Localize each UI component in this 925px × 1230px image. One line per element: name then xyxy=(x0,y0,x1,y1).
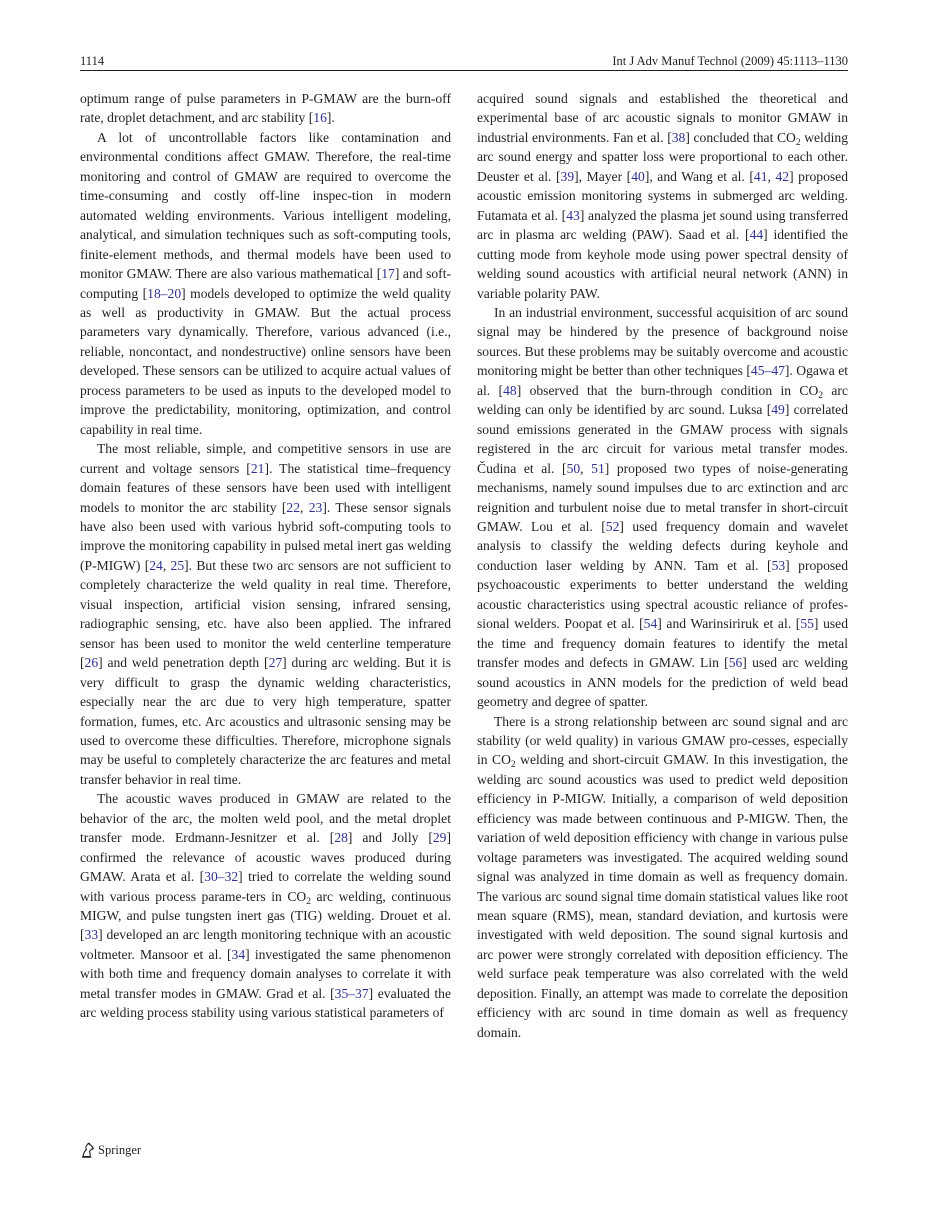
text-run: welding arc sound energy and spatter loss were proportional to each other. Deuster et al. [ xyxy=(477,129,849,184)
text-run: ] analyzed the plasma jet sound using transferred arc in plasma arc welding (PAW). Saad et al. [ xyxy=(477,207,848,243)
text-run: ]. The statistical time–frequency domain features of these sensors have been used with intelligent models to monitor the arc stability [ xyxy=(80,460,452,515)
text-run: ] during arc welding. But it is very difficult to grasp the dynamic welding characteristics, especially near the arc due to very high temperature, spatter formation, fumes, etc. Arc acoustics and ultrasonic sensing may be used to overcome these difficulties. Therefore, microphone signals may be useful to completely characterize the arc features and metal transfer behavior in real time. xyxy=(80,655,451,787)
citation-link[interactable]: 35–37 xyxy=(334,985,369,1001)
text-run: ] identified the cutting mode from keyhole mode using power spectral density of welding sound acoustics with artificial neural network (ANN) in variable polarity PAW. xyxy=(477,227,848,301)
subscript: 2 xyxy=(795,137,801,148)
journal-citation: Int J Adv Manuf Technol (2009) 45:1113–1130 xyxy=(612,54,848,68)
citation-link[interactable]: 52 xyxy=(605,518,620,534)
text-run: , xyxy=(580,460,592,476)
text-run: ] used arc welding sound acoustics in ANN models for the prediction of weld bead geometry and degree of spatter. xyxy=(477,655,848,710)
citation-link[interactable]: 18–20 xyxy=(147,285,182,301)
citation-link[interactable]: 27 xyxy=(268,655,283,671)
paragraph xyxy=(80,789,451,1022)
subscript: 2 xyxy=(818,390,824,401)
text-run: ] proposed two types of noise-generating mechanisms, namely sound impulses due to arc extinction and arc reignition and turbulent noise due to metal transfer in short-circuit GMAW. Lou et al. [ xyxy=(477,460,848,534)
text-run: The acoustic waves produced in GMAW are related to the behavior of the arc, the molten weld pool, and the metal droplet transfer mode. Erdmann-Jesnitzer et al. [ xyxy=(80,791,451,846)
citation-link[interactable]: 51 xyxy=(591,460,605,476)
citation-link[interactable]: 28 xyxy=(334,830,348,846)
text-run: ]. These sensor signals have also been used with various hybrid soft-computing tools to improve the monitoring capability in pulsed metal inert gas welding (P-MIGW) [ xyxy=(80,499,451,573)
text-run: ] evaluated the arc welding process stability using various statistical parameters of xyxy=(80,985,451,1021)
text-run: ] proposed psychoacoustic experiments to better understand the welding acoustic characteristics using spectral acoustic reliance of profes-sional welders. Poopat et al. [ xyxy=(477,557,849,632)
citation-link[interactable]: 53 xyxy=(771,557,786,573)
citation-link[interactable]: 30–32 xyxy=(204,869,239,885)
text-run: ] concluded that CO xyxy=(685,129,796,145)
text-run: ]. xyxy=(326,110,335,126)
text-run: ] confirmed the relevance of acoustic waves produced during GMAW. Arata et al. [ xyxy=(80,830,451,885)
text-run: ] and Warinsiriruk et al. [ xyxy=(657,616,801,632)
text-run: ] correlated sound emissions generated in the GMAW process with signals registered in the arc circuit for various metal transfer modes. Čudina et al. [ xyxy=(477,402,848,476)
page-footer xyxy=(80,1140,141,1160)
subscript: 2 xyxy=(306,896,311,907)
text-run: ] proposed acoustic emission monitoring systems in submerged arc welding. Futamata et al. [ xyxy=(477,168,849,223)
header-rule xyxy=(80,70,848,71)
text-run: , xyxy=(162,557,171,573)
text-run: ] and soft-computing [ xyxy=(80,266,452,301)
citation-link[interactable]: 23 xyxy=(308,499,323,515)
paragraph xyxy=(477,712,848,1043)
text-run: ], Mayer [ xyxy=(574,168,632,184)
running-header xyxy=(80,52,848,70)
text-run: ] developed an arc length monitoring technique with an acoustic voltmeter. Mansoor et al. [ xyxy=(80,927,451,962)
paragraph xyxy=(80,128,451,439)
text-run: ], and Wang et al. [ xyxy=(644,168,754,184)
citation-link[interactable]: 34 xyxy=(231,946,246,962)
right-column xyxy=(477,89,848,1042)
citation-link[interactable]: 54 xyxy=(643,616,658,632)
text-run: ]. But these two arc sensors are not sufficient to completely characterize the weld quality in real time. Therefore, visual inspection, artificial vision sensing, infrared sensing, radiographic sensing, etc. have also been applied. The infrared sensor has been used to monitor the weld centerline temperature [ xyxy=(80,557,451,671)
text-run: , xyxy=(767,168,776,184)
citation-link[interactable]: 39 xyxy=(560,168,575,184)
text-run: ] used frequency domain and wavelet analysis to classify the welding defects during keyhole and conduction laser welding by ANN. Tam et al. [ xyxy=(477,518,848,573)
paragraph xyxy=(477,303,848,712)
citation-link[interactable]: 38 xyxy=(671,129,686,145)
citation-link[interactable]: 43 xyxy=(566,207,580,223)
text-run: ] and Jolly [ xyxy=(347,830,433,846)
text-run: arc welding, continuous MIGW, and pulse tungsten inert gas (TIG) welding. Drouet et al. [ xyxy=(80,888,451,943)
citation-link[interactable]: 21 xyxy=(250,460,265,476)
page-number: 1114 xyxy=(80,54,105,68)
text-run: There is a strong relationship between arc sound signal and arc stability (or weld quality) in various GMAW pro-cesses, especially in CO xyxy=(477,713,848,768)
citation-link[interactable]: 50 xyxy=(566,460,581,476)
text-run: ]. Ogawa et al. [ xyxy=(477,363,848,398)
text-run: , xyxy=(300,499,309,515)
citation-link[interactable]: 41 xyxy=(753,168,768,184)
citation-link[interactable]: 42 xyxy=(775,168,790,184)
text-run: In an industrial environment, successful acquisition of arc sound signal may be hindered by the presence of background noise sources. But these problems may be suitably overcome and acoustic monitoring might be better than other techniques [ xyxy=(477,304,848,379)
springer-horse-icon xyxy=(80,1142,95,1158)
citation-link[interactable]: 24 xyxy=(149,557,163,573)
text-run: ] tried to correlate the welding sound with various process parame-ters in CO xyxy=(80,869,451,904)
text-run: ] models developed to optimize the weld quality as well as productivity in GMAW. But the actual process parameters vary dynamically. Therefore, various advanced (i.e., reliable, noncontact, and nondestructive) online sensors have been developed. These sensors can be utilized to acquire actual values of process parameters to be used as inputs to the developed model to improve the predictability, monitoring, optimization, and control capability in real time. xyxy=(80,285,452,437)
text-run: The most reliable, simple, and competitive sensors in use are current and voltage sensors [ xyxy=(80,441,451,476)
citation-link[interactable]: 56 xyxy=(728,655,743,671)
paragraph xyxy=(80,439,451,789)
subscript: 2 xyxy=(510,760,516,771)
publisher-name: Springer xyxy=(98,1143,142,1157)
citation-link[interactable]: 17 xyxy=(381,266,395,282)
left-column xyxy=(80,89,451,1023)
paragraph xyxy=(80,89,451,128)
text-run: ] and weld penetration depth [ xyxy=(98,655,269,671)
text-run: A lot of uncontrollable factors like contamination and environmental conditions affect GMAW. Therefore, the real-time monitoring and control of GMAW are required to overcome the time-consuming and costly off-line inspec-tion in modern automated welding environments. Various intelligent modeling, analytical, and simulation techniques such as soft-computing tools, finite-element methods, and thermal models have been used to monitor GMAW. There are also various mathematical [ xyxy=(80,129,451,282)
citation-link[interactable]: 22 xyxy=(286,499,301,515)
text-run: ] investigated the same phenomenon with both time and frequency domain analyses to correlate it with metal transfer modes in GMAW. Grad et al. [ xyxy=(80,946,451,1001)
citation-link[interactable]: 45–47 xyxy=(750,363,785,379)
citation-link[interactable]: 49 xyxy=(771,402,785,418)
text-run: ] used the time and frequency domain features to identify the metal transfer modes and defects in GMAW. Lin [ xyxy=(477,616,848,671)
citation-link[interactable]: 44 xyxy=(749,227,764,243)
citation-link[interactable]: 25 xyxy=(170,557,185,573)
paragraph xyxy=(477,89,848,303)
text-run: ] observed that the burn-through condition in CO xyxy=(516,382,819,398)
citation-link[interactable]: 40 xyxy=(631,168,645,184)
citation-link[interactable]: 16 xyxy=(313,110,327,126)
text-run: optimum range of pulse parameters in P-GMAW are the burn-off rate, droplet detachment, and arc stability [ xyxy=(80,91,451,126)
text-run: arc welding can only be identified by arc sound. Luksa [ xyxy=(477,382,848,418)
citation-link[interactable]: 29 xyxy=(432,830,447,846)
citation-link[interactable]: 55 xyxy=(800,616,814,632)
citation-link[interactable]: 48 xyxy=(503,382,517,398)
text-run: acquired sound signals and established the theoretical and experimental base of arc acoustic signals to monitor GMAW in industrial environments. Fan et al. [ xyxy=(477,91,848,145)
citation-link[interactable]: 33 xyxy=(84,927,99,943)
text-run: welding and short-circuit GMAW. In this investigation, the welding arc sound acoustics was used to predict weld deposition efficiency in P-MIGW. Initially, a comparison of weld deposition efficiency was made between continuous and P-MIGW. Then, the variation of weld deposition efficiency with change in various pulse voltage parameters was investigated. The acquired welding sound signal was analyzed in time domain as well as frequency domain. The various arc sound signal time domain statistical values like root mean square (RMS), mean, standard deviation, and kurtosis were investigated with weld deposition. The sound signal kurtosis and arc power were strongly correlated with deposition efficiency. The weld surface peak temperature was also correlated with the weld deposition. Finally, an attempt was made to correlate the deposition efficiency with arc sound in time domain as well as frequency domain. xyxy=(477,752,848,1040)
citation-link[interactable]: 26 xyxy=(84,655,99,671)
